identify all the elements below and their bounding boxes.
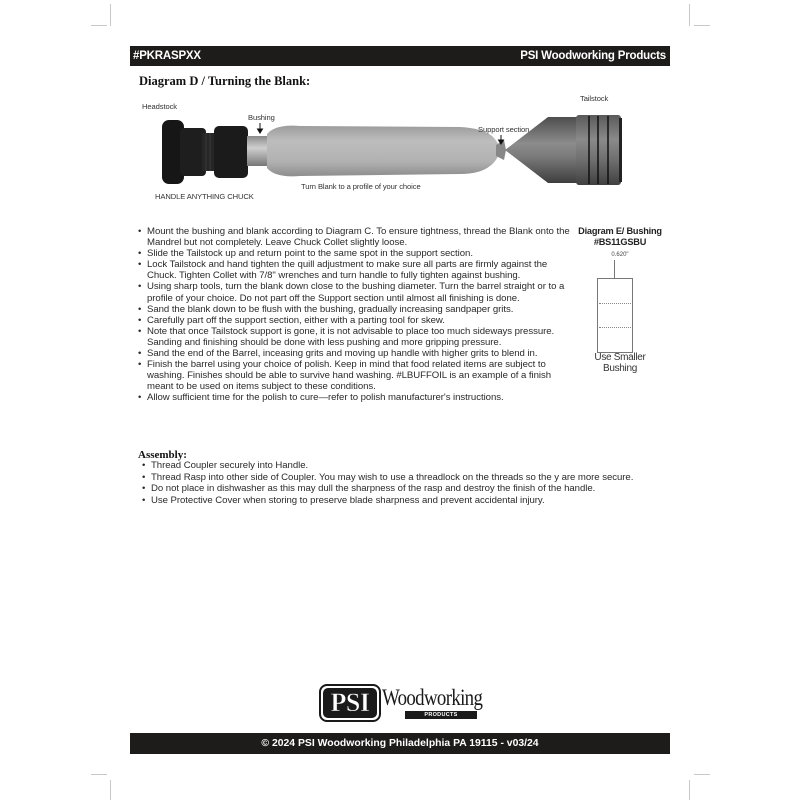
diagram-e-title [565,226,675,248]
diagram-e-title-line1: Diagram E/ Bushing [578,226,662,236]
diagram-d-title: Diagram D / Turning the Blank: [139,74,311,88]
label-bushing: Bushing [248,113,275,122]
instruction-item: • Using sharp tools, turn the blank down close to the bushing diameter. Turn the barrel straight or to a profile of your choice. Do not part off the Support section until almost all finishing is done. [137,281,577,303]
turning-instructions-list [137,226,577,404]
crop-mark-top-right-v [689,4,690,26]
assembly-list [141,460,671,506]
label-chuck: HANDLE ANYTHING CHUCK [155,192,254,201]
wood-blank-icon [267,126,500,177]
instruction-item: • Mount the bushing and blank according to Diagram C. To ensure tightness, thread the Blank onto the Mandrel but not completely. Leave Chuck Collet slightly loose. [137,226,577,248]
label-turn-blank: Turn Blank to a profile of your choice [301,182,421,191]
crop-mark-bottom-right-v [689,780,690,800]
crop-mark-top-left-v [110,4,111,26]
assembly-title: Assembly: [138,449,187,461]
bushing-arrow-icon [258,123,263,133]
instruction-item: • Sand the end of the Barrel, inceasing grits and moving up handle with higher grits to blend in. [137,348,577,359]
label-headstock: Headstock [142,102,177,111]
crop-mark-top-right-h [694,25,710,26]
footer-bar [130,733,670,754]
bushing-note [565,353,675,374]
crop-mark-bottom-right-h [694,774,710,775]
assembly-item: • Thread Rasp into other side of Coupler. You may wish to use a threadlock on the threads so the y are more secure. [141,472,671,484]
bushing-drawing-icon [597,278,633,353]
bushing-dashed-line [599,327,631,328]
headstock-chuck-icon [162,120,248,184]
assembly-item: • Thread Coupler securely into Handle. [141,460,671,472]
dimension-leader-line [614,260,615,278]
psi-woodworking-logo [319,684,481,724]
assembly-item: • Do not place in dishwasher as this may dull the sharpness of the rasp and destroy the finish of the handle. [141,483,671,495]
instruction-item: • Slide the Tailstock up and return point to the same spot in the support section. [137,248,577,259]
bushing-icon [247,136,267,166]
instruction-item: • Lock Tailstock and hand tighten the quill adjustment to make sure all parts are firmly against the Chuck. Tighten Collet with 7/8" wrenches and turn handle to fully tighten against bushing. [137,259,577,281]
logo-psi-text: PSI [330,688,370,717]
logo-psi-badge [319,684,381,722]
header-bar [130,46,670,66]
logo-wordmark: Woodworking [382,685,483,710]
instruction-item: • Allow sufficient time for the polish to cure—refer to polish manufacturer's instructions. [137,392,577,403]
instruction-item: • Finish the barrel using your choice of polish. Keep in mind that food related items are subject to washing. Finishes should be able to survive hand washing. #LBUFFOIL is an example of a finish meant to be used on items subject to these conditions. [137,359,577,392]
assembly-item: • Use Protective Cover when storing to preserve blade sharpness and prevent accidental injury. [141,495,671,507]
instruction-item: • Sand the blank down to be flush with the bushing, gradually increasing sandpaper grits. [137,304,577,315]
bushing-note-line1: Use Smaller [594,352,646,363]
label-support-section: Support section [478,125,530,134]
bushing-dimension: 0.620" [611,252,629,258]
footer-copyright: © 2024 PSI Woodworking Philadelphia PA 19115 - v03/24 [261,738,539,749]
logo-products-tag: PRODUCTS [405,711,477,719]
bushing-note-line2: Bushing [602,362,638,374]
instruction-item: • Note that once Tailstock support is gone, it is not advisable to place too much sideways pressure. Sanding and finishing should be done with less pushing and more gripping pressure. [137,326,577,348]
crop-mark-bottom-left-v [110,780,111,800]
product-sku: #PKRASPXX [133,50,201,62]
diagram-e-part-number: #BS11GSBU [593,237,647,247]
instruction-item: • Carefully part off the support section, either with a parting tool for skew. [137,315,577,326]
label-tailstock: Tailstock [580,94,609,103]
bushing-dashed-line [599,303,631,304]
brand-name: PSI Woodworking Products [520,50,666,62]
crop-mark-top-left-h [91,25,107,26]
crop-mark-bottom-left-h [91,774,107,775]
